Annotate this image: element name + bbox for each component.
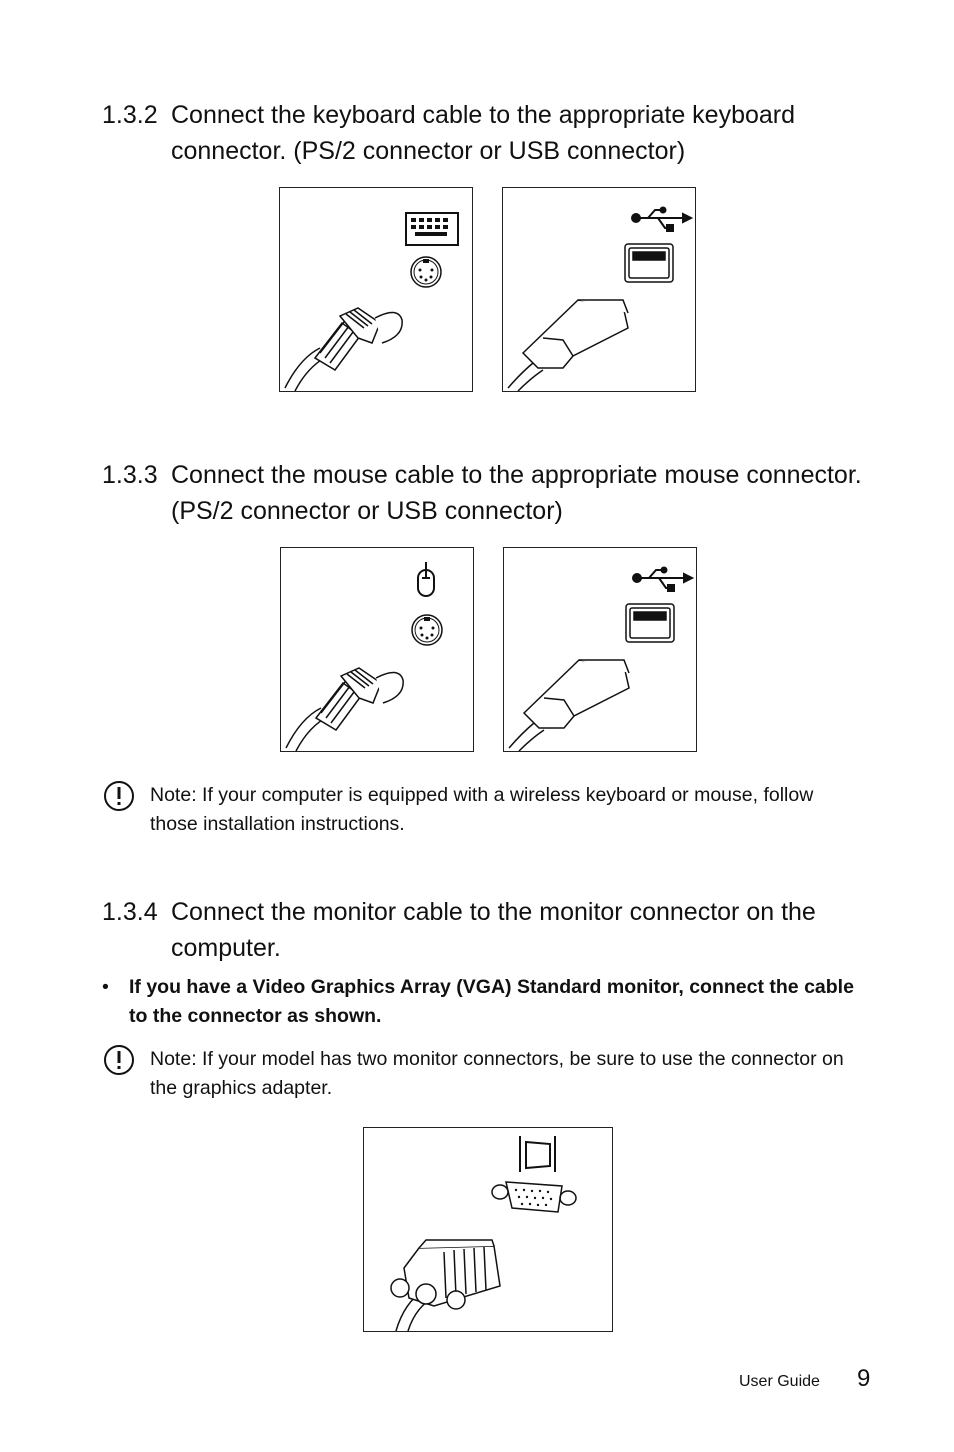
bullet-text: If you have a Video Graphics Array (VGA) Standard monitor, connect the cable to the connector as shown. bbox=[129, 976, 854, 1027]
usb-port bbox=[625, 244, 673, 282]
note-two-monitors bbox=[102, 1045, 862, 1103]
mouse-ps2-figure bbox=[280, 547, 474, 752]
usb-plug bbox=[508, 300, 628, 391]
mouse-icon bbox=[418, 562, 434, 596]
note-text bbox=[150, 781, 862, 839]
bullet-symbol: • bbox=[102, 976, 109, 998]
vga-figure bbox=[363, 1127, 613, 1332]
note-text bbox=[150, 1045, 862, 1103]
keyboard-icon bbox=[406, 213, 458, 245]
note-content: If your model has two monitor connectors, be sure to use the connector on the graphics adapter. bbox=[150, 1048, 844, 1099]
mouse-usb-figure bbox=[503, 547, 697, 752]
note-label: Note: bbox=[150, 1048, 197, 1070]
ps2-plug bbox=[285, 308, 402, 391]
page-number: 9 bbox=[857, 1365, 871, 1392]
step-text: Connect the monitor cable to the monitor connector on the computer. bbox=[171, 898, 816, 962]
vga-port bbox=[492, 1182, 576, 1212]
step-1-3-3 bbox=[102, 457, 882, 529]
step-number: 1.3.4 bbox=[102, 898, 158, 926]
step-number: 1.3.3 bbox=[102, 461, 158, 489]
ps2-port bbox=[412, 615, 442, 645]
usb-plug bbox=[509, 660, 629, 751]
ps2-port bbox=[411, 257, 441, 287]
keyboard-ps2-figure bbox=[279, 187, 473, 392]
usb-port bbox=[626, 604, 674, 642]
bullet-vga bbox=[102, 973, 862, 1031]
usb-icon bbox=[632, 208, 691, 232]
note-content: If your computer is equipped with a wireless keyboard or mouse, follow those installation instructions. bbox=[150, 784, 814, 835]
exclamation-circle-icon bbox=[102, 781, 136, 815]
step-1-3-2 bbox=[102, 97, 882, 169]
step-1-3-4 bbox=[102, 894, 882, 966]
usb-icon bbox=[633, 568, 692, 592]
exclamation-circle-icon bbox=[102, 1045, 136, 1079]
monitor-icon bbox=[520, 1136, 555, 1172]
note-wireless bbox=[102, 781, 862, 839]
note-label: Note: bbox=[150, 784, 197, 806]
footer-label: User Guide bbox=[739, 1373, 820, 1390]
vga-plug bbox=[391, 1240, 500, 1331]
step-text: Connect the mouse cable to the appropriate mouse connector. (PS/2 connector or USB connector) bbox=[171, 461, 862, 525]
step-number: 1.3.2 bbox=[102, 101, 158, 129]
ps2-plug bbox=[286, 668, 403, 751]
step-text: Connect the keyboard cable to the appropriate keyboard connector. (PS/2 connector or USB connector) bbox=[171, 101, 796, 165]
keyboard-usb-figure bbox=[502, 187, 696, 392]
